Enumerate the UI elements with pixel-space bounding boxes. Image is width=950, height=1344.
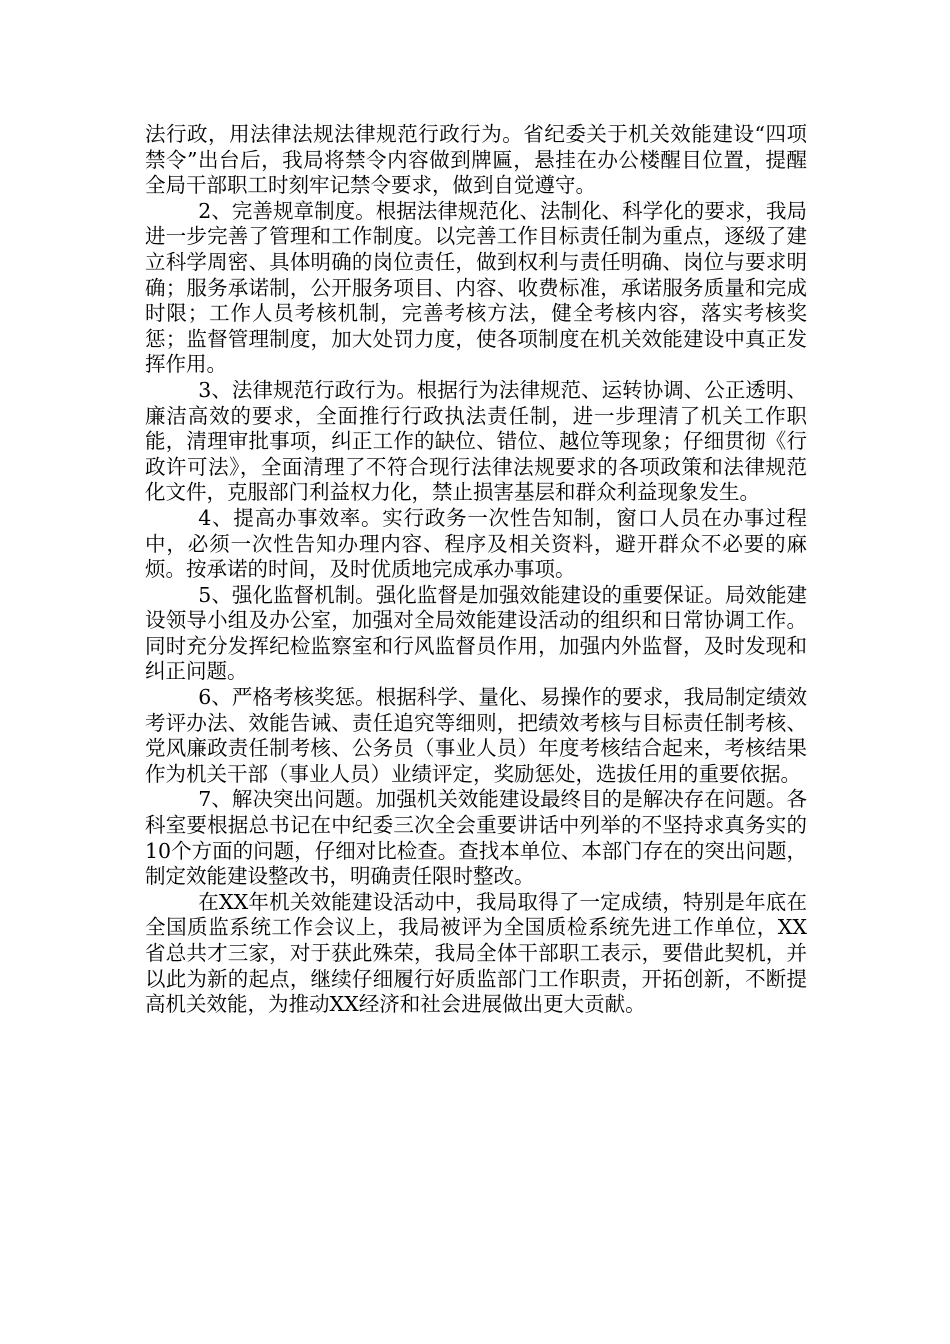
paragraph-item-3-administrative-conduct: 3、法律规范行政行为。根据行为法律规范、运转协调、公正透明、廉洁高效的要求，全面推行行政执法责任制，进一步理清了机关工作职能，清理审批事项，纠正工作的缺位、错位、越位等现象；仔细贯彻《行政许可法》，全面清理了不符合现行法律法规要求的各项政策和法律规范化文件，克服部门利益权力化，禁止损害基层和群众利益现象发生。	[145, 377, 807, 505]
paragraph-item-6-assessment: 6、严格考核奖惩。根据科学、量化、易操作的要求，我局制定绩效考评办法、效能告诫、责任追究等细则，把绩效考核与目标责任制考核、党风廉政责任制考核、公务员（事业人员）年度考核结合起来，考核结果作为机关干部（事业人员）业绩评定，奖励惩处，选拔任用的重要依据。	[145, 685, 807, 786]
paragraph-intro-continuation: 法行政，用法律法规法律规范行政行为。省纪委关于机关效能建设“四项禁令”出台后，我局将禁令内容做到牌匾，悬挂在办公楼醒目位置，提醒全局干部职工时刻牢记禁令要求，做到自觉遵守。	[145, 122, 807, 198]
paragraph-item-5-supervision: 5、强化监督机制。强化监督是加强效能建设的重要保证。局效能建设领导小组及办公室，加强对全局效能建设活动的组织和日常协调工作。同时充分发挥纪检监察室和行风监督员作用，加强内外监督，及时发现和纠正问题。	[145, 582, 807, 684]
paragraph-item-4-efficiency: 4、提高办事效率。实行政务一次性告知制，窗口人员在办事过程中，必须一次性告知办理内容、程序及相关资料，避开群众不必要的麻烦。按承诺的时间，及时优质地完成承办事项。	[145, 505, 807, 582]
paragraph-item-2-rules: 2、完善规章制度。根据法律规范化、法制化、科学化的要求，我局进一步完善了管理和工作制度。以完善工作目标责任制为重点，逐级了建立科学周密、具体明确的岗位责任，做到权利与责任明确、岗位与要求明确；服务承诺制，公开服务项目、内容、收费标准，承诺服务质量和完成时限；工作人员考核机制，完善考核方法，健全考核内容，落实考核奖惩；监督管理制度，加大处罚力度，使各项制度在机关效能建设中真正发挥作用。	[145, 198, 807, 377]
paragraph-conclusion: 在XX年机关效能建设活动中，我局取得了一定成绩，特别是年底在全国质监系统工作会议上，我局被评为全国质检系统先进工作单位，XX省总共才三家，对于获此殊荣，我局全体干部职工表示，要借此契机，并以此为新的起点，继续仔细履行好质监部门工作职责，开拓创新，不断提高机关效能，为推动XX经济和社会进展做出更大贡献。	[145, 889, 807, 1017]
paragraph-item-7-problems: 7、解决突出问题。加强机关效能建设最终目的是解决存在问题。各科室要根据总书记在中纪委三次全会重要讲话中列举的不坚持求真务实的10个方面的问题，仔细对比检查。查找本单位、本部门存在的突出问题，制定效能建设整改书，明确责任限时整改。	[145, 787, 807, 889]
document-body	[145, 122, 807, 1018]
